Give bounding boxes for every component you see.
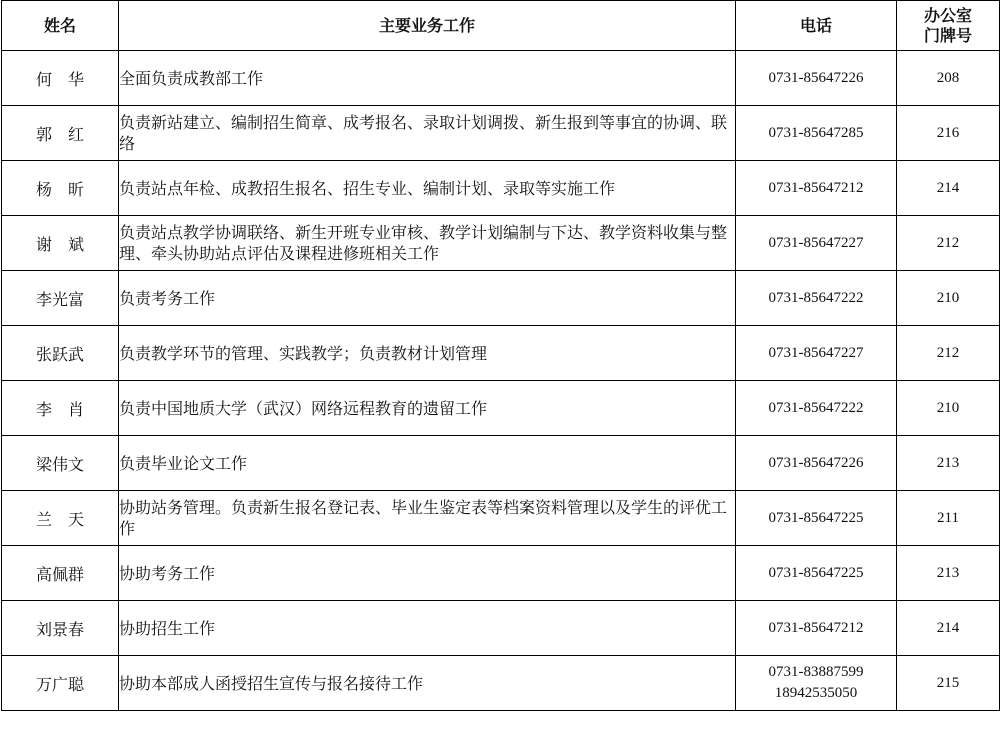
staff-phone [736, 656, 897, 711]
table-row [2, 216, 1000, 271]
phone-number: 0731-85647225 [768, 564, 864, 581]
staff-name: 兰 天 [2, 491, 119, 546]
office-room-number: 213 [897, 436, 1000, 491]
staff-table [1, 0, 1000, 711]
office-room-number: 211 [897, 491, 1000, 546]
staff-duty: 负责新站建立、编制招生简章、成考报名、录取计划调拨、新生报到等事宜的协调、联络 [119, 106, 736, 161]
staff-phone [736, 271, 897, 326]
table-body [2, 51, 1000, 711]
phone-number: 18942535050 [774, 685, 858, 701]
header-office-line2: 门牌号 [923, 25, 972, 45]
phone-number: 0731-85647227 [768, 344, 864, 361]
staff-duty: 负责考务工作 [119, 271, 736, 326]
phone-number: 0731-85647227 [768, 234, 864, 251]
staff-name: 郭 红 [2, 106, 119, 161]
staff-phone [736, 601, 897, 656]
office-room-number: 208 [897, 51, 1000, 106]
office-room-number: 216 [897, 106, 1000, 161]
staff-duty: 协助站务管理。负责新生报名登记表、毕业生鉴定表等档案资料管理以及学生的评优工作 [119, 491, 736, 546]
staff-duty: 协助考务工作 [119, 546, 736, 601]
table-row [2, 546, 1000, 601]
header-phone: 电话 [736, 1, 897, 51]
table-header-row [2, 1, 1000, 51]
staff-phone [736, 216, 897, 271]
staff-phone [736, 51, 897, 106]
staff-duty: 全面负责成教部工作 [119, 51, 736, 106]
office-room-number: 214 [897, 601, 1000, 656]
staff-phone [736, 161, 897, 216]
phone-number: 0731-83887599 [768, 664, 864, 680]
header-duty: 主要业务工作 [119, 1, 736, 51]
phone-number: 0731-85647212 [768, 179, 864, 196]
phone-number: 0731-85647222 [768, 399, 864, 416]
staff-duty: 负责站点教学协调联络、新生开班专业审核、教学计划编制与下达、教学资料收集与整理、牵头协助站点评估及课程进修班相关工作 [119, 216, 736, 271]
staff-name: 万广聪 [2, 656, 119, 711]
staff-name: 李光富 [2, 271, 119, 326]
table-row [2, 51, 1000, 106]
header-office [897, 1, 1000, 51]
office-room-number: 210 [897, 381, 1000, 436]
staff-name: 梁伟文 [2, 436, 119, 491]
staff-phone [736, 326, 897, 381]
staff-phone [736, 546, 897, 601]
table-row [2, 601, 1000, 656]
phone-number: 0731-85647212 [768, 619, 864, 636]
staff-phone [736, 436, 897, 491]
staff-name: 张跃武 [2, 326, 119, 381]
table-row [2, 271, 1000, 326]
phone-number: 0731-85647226 [768, 454, 864, 471]
staff-name: 何 华 [2, 51, 119, 106]
office-room-number: 213 [897, 546, 1000, 601]
staff-duty: 负责中国地质大学（武汉）网络远程教育的遗留工作 [119, 381, 736, 436]
staff-duty: 协助本部成人函授招生宣传与报名接待工作 [119, 656, 736, 711]
header-office-line1: 办公室 [923, 5, 972, 25]
office-room-number: 214 [897, 161, 1000, 216]
table-row [2, 326, 1000, 381]
staff-name: 高佩群 [2, 546, 119, 601]
office-room-number: 215 [897, 656, 1000, 711]
staff-phone [736, 491, 897, 546]
header-name: 姓名 [2, 1, 119, 51]
table-row [2, 161, 1000, 216]
table-row [2, 106, 1000, 161]
staff-name: 刘景春 [2, 601, 119, 656]
phone-number: 0731-85647285 [768, 124, 864, 141]
phone-number: 0731-85647225 [768, 509, 864, 526]
staff-name: 李 肖 [2, 381, 119, 436]
staff-name: 杨 昕 [2, 161, 119, 216]
staff-phone [736, 381, 897, 436]
office-room-number: 212 [897, 216, 1000, 271]
office-room-number: 212 [897, 326, 1000, 381]
staff-duty: 负责站点年检、成教招生报名、招生专业、编制计划、录取等实施工作 [119, 161, 736, 216]
staff-name: 谢 斌 [2, 216, 119, 271]
table-row [2, 381, 1000, 436]
phone-number: 0731-85647226 [768, 69, 864, 86]
phone-number: 0731-85647222 [768, 289, 864, 306]
table-row [2, 491, 1000, 546]
staff-duty: 负责教学环节的管理、实践教学；负责教材计划管理 [119, 326, 736, 381]
staff-phone [736, 106, 897, 161]
staff-duty: 协助招生工作 [119, 601, 736, 656]
table-row [2, 436, 1000, 491]
staff-duty: 负责毕业论文工作 [119, 436, 736, 491]
table-row [2, 656, 1000, 711]
office-room-number: 210 [897, 271, 1000, 326]
